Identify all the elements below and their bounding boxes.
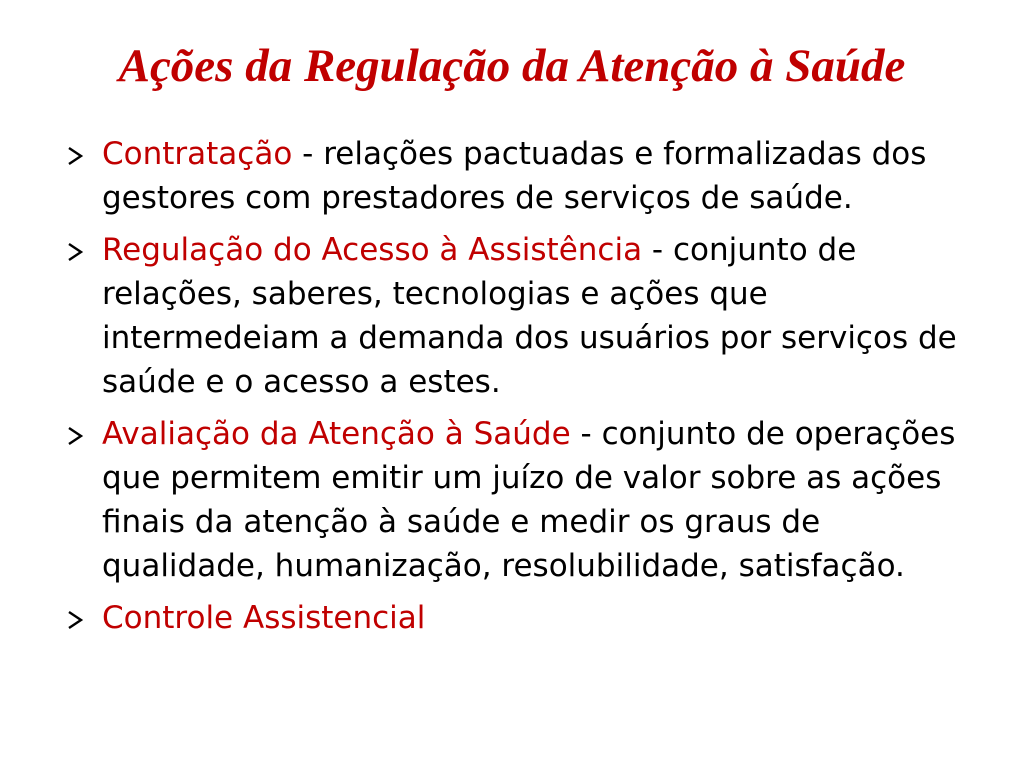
arrow-bullet-icon xyxy=(66,242,86,262)
list-item xyxy=(62,228,982,404)
arrow-bullet-icon xyxy=(66,610,86,630)
slide-title: Ações da Regulação da Atenção à Saúde xyxy=(118,40,906,92)
arrow-bullet-icon xyxy=(66,426,86,446)
item-term: Contratação xyxy=(102,136,293,172)
list-item xyxy=(62,596,982,640)
item-description: - relações pactuadas e formalizadas dos gestores com prestadores de serviços de saúde. xyxy=(102,136,927,216)
item-description: - conjunto de relações, saberes, tecnologias e ações que intermedeiam a demanda dos usuários por serviços de saúde e o acesso a estes. xyxy=(102,232,957,400)
item-term: Avaliação da Atenção à Saúde xyxy=(102,416,571,452)
list-item xyxy=(62,132,982,220)
arrow-bullet-icon xyxy=(66,146,86,166)
bullet-list xyxy=(62,132,982,648)
list-item xyxy=(62,412,982,588)
item-term: Regulação do Acesso à Assistência xyxy=(102,232,643,268)
item-term: Controle Assistencial xyxy=(102,600,426,636)
item-description: - conjunto de operações que permitem emitir um juízo de valor sobre as ações finais da atenção à saúde e medir os graus de qualidade, humanização, resolubilidade, satisfação. xyxy=(102,416,956,584)
